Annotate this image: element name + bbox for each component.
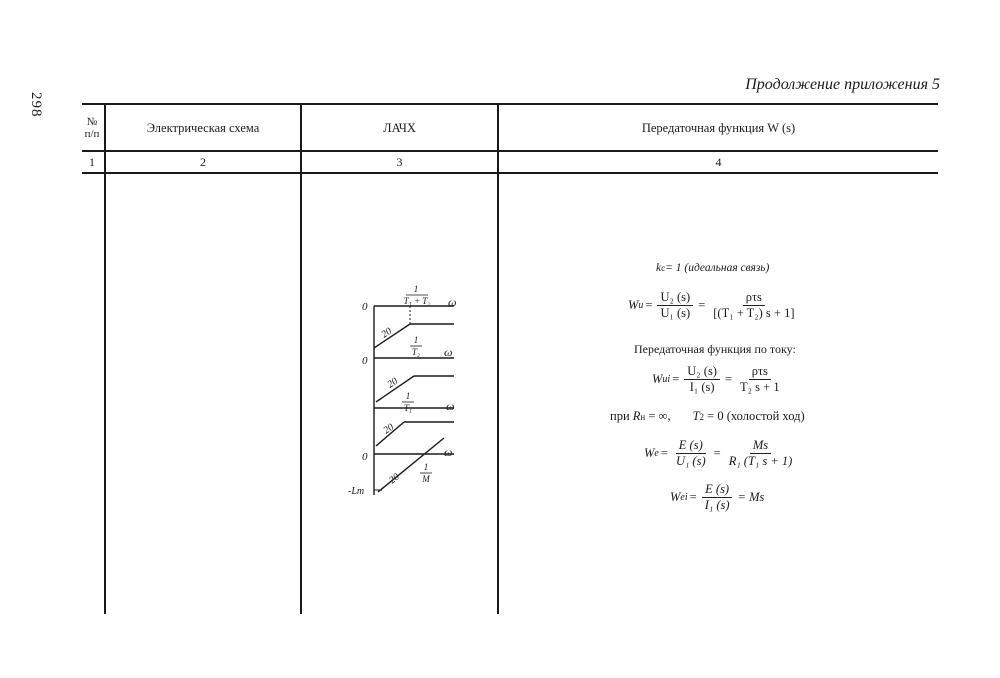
we-f2-num: Ms — [750, 438, 771, 454]
wu-lhs: W — [628, 298, 639, 312]
wui-f2-den: T₂ s + 1 — [740, 380, 780, 394]
wu-f2-num: ρτs — [743, 290, 765, 306]
we-f2-den: R₁ (T₁ s + 1) — [728, 454, 793, 468]
wu-lhs-sub: u — [638, 300, 644, 311]
condition-t: T — [692, 409, 700, 423]
lachx-4-bottom-label: -Lm — [348, 486, 365, 497]
we-f1-den: U₁ (s) — [675, 454, 706, 468]
lachx-2-zero: 0 — [362, 355, 368, 367]
formula-wui: W ui = $\frac{\text{U₂ (s)}}{\text{I₁ (s)}}$ = $\frac{\text{ρτs}}{\text{T₂ s + 1}}$ — [652, 364, 786, 395]
lachx-3-omega: ω — [446, 399, 455, 413]
lachx-1-omega: ω — [448, 295, 457, 309]
we-lhs-sub: e — [654, 448, 659, 459]
wei-frac-1 — [702, 482, 733, 513]
formula-coupling — [656, 262, 769, 274]
coupling-rest: = 1 (идеальная связь) — [665, 262, 770, 274]
wui-f2-num: ρτs — [749, 364, 771, 380]
lachx-1-break-den: T₁ + T₂ — [403, 296, 431, 306]
formula-wei: W ei = $\frac{E (s)}{\text{I₁ (s)}}$ = Ms — [670, 482, 765, 512]
header-scheme: Электрическая схема — [146, 121, 260, 135]
condition-r-sub: н — [640, 411, 646, 422]
header-bottom-rule — [82, 150, 938, 152]
coupling-sub: c — [661, 263, 666, 273]
numbers-bottom-rule — [82, 172, 938, 174]
wu-f1-den: U₁ (s) — [660, 306, 691, 320]
wui-lhs: W — [652, 372, 663, 386]
header-no-line2: п/п — [84, 128, 100, 140]
wei-f1-den: I₁ (s) — [704, 498, 730, 512]
column-number-1: 1 — [89, 155, 95, 169]
header-transfer: Передаточная функция W (s) — [641, 121, 796, 135]
wui-frac-2 — [737, 364, 783, 395]
running-head: Продолжение приложения 5 — [745, 76, 940, 93]
col-rule-1 — [104, 104, 106, 614]
lachx-3-break-num: 1 — [405, 391, 411, 401]
wei-f1-num: E (s) — [702, 482, 732, 498]
formula-we: W e = $\frac{E (s)}{\text{U₁ (s)}}$ = $\frac{Ms}{\text{R₁ (T₁ s + 1)}}$ — [644, 438, 798, 469]
lachx-1-break-num: 1 — [413, 284, 419, 294]
wu-frac-2 — [710, 290, 797, 321]
lachx-2-break-num: 1 — [413, 335, 419, 345]
wui-frac-1 — [684, 364, 720, 395]
coupling-symbol: k — [656, 262, 662, 274]
current-caption: Передаточная функция по току: — [634, 342, 796, 356]
lachx-graphs — [302, 280, 497, 505]
wei-lhs: W — [670, 490, 681, 504]
lachx-4-rise — [378, 438, 444, 492]
formula-wu: W u = $\frac{\text{U₂ (s)}}{\text{U₁ (s)}}$ = $\frac{\text{ρτs}}{\text{[(T₁ + T₂) s + 1]}}$ — [628, 290, 801, 321]
condition-prefix: при — [610, 409, 633, 423]
lachx-4-break-den: M — [422, 474, 430, 484]
header-no — [80, 116, 104, 140]
column-number-4: 4 — [715, 155, 722, 169]
lachx-2-omega: ω — [444, 345, 453, 359]
lachx-1-slope: 20 — [379, 325, 394, 341]
col-rule-3 — [497, 104, 499, 614]
lachx-3-break-den: T₁ — [403, 403, 413, 413]
wu-f2-den: [(T₁ + T₂) s + 1] — [713, 306, 795, 320]
wui-f1-num: U₂ (s) — [684, 364, 720, 380]
header-no-line1: № — [86, 116, 98, 128]
wei-lhs-sub: ei — [680, 492, 688, 503]
lachx-3-slope: 20 — [381, 421, 396, 437]
formula-condition — [610, 409, 805, 424]
page-number: 298 — [28, 92, 44, 118]
lachx-2-break-den: T₂ — [411, 347, 421, 357]
wui-f1-den: I₁ (s) — [689, 380, 715, 394]
column-number-3: 3 — [396, 155, 403, 169]
wu-f1-num: U₂ (s) — [657, 290, 693, 306]
table-top-rule — [82, 103, 938, 105]
lachx-1-zero: 0 — [362, 301, 368, 313]
condition-t-sub: 2 — [699, 411, 705, 422]
we-frac-1 — [673, 438, 709, 469]
column-number-2: 2 — [200, 155, 206, 169]
lachx-4-break-num: 1 — [423, 462, 429, 472]
we-frac-2 — [726, 438, 796, 469]
condition-r-rest: = ∞, — [645, 409, 671, 423]
lachx-4-zero: 0 — [362, 451, 368, 463]
lachx-2-slope: 20 — [385, 375, 400, 391]
we-lhs: W — [644, 446, 655, 460]
wui-lhs-sub: ui — [662, 374, 671, 385]
wu-frac-1 — [657, 290, 693, 321]
we-f1-num: E (s) — [676, 438, 706, 454]
wei-rhs: = Ms — [737, 490, 765, 504]
lachx-4-omega: ω — [444, 445, 453, 459]
condition-r: R — [632, 409, 641, 423]
condition-t-rest: = 0 (холостой ход) — [704, 409, 805, 423]
header-lachx: ЛАЧХ — [383, 121, 416, 135]
lachx-4-slope: 20 — [387, 471, 402, 487]
